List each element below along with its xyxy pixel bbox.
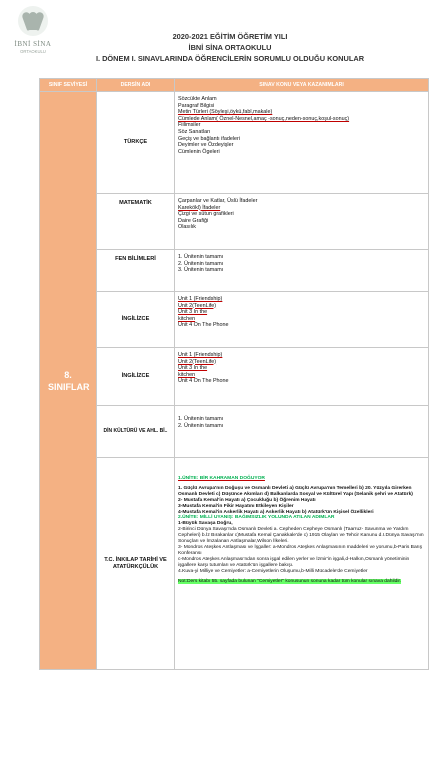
unit-heading: 2.ÜNİTE: MİLLİ UYANIŞ: BAĞIMSIZLIK YOLUNDA ATILAN ADIMLAR bbox=[178, 515, 335, 521]
subject-cell: T.C. İNKILAP TARİHİ VE ATATÜRKÇÜLÜK bbox=[97, 458, 175, 670]
topic-item: Unit 3 In the bbox=[178, 365, 208, 372]
header-subject: DERSİN ADI bbox=[97, 79, 175, 92]
topic-item: 1. Ünitenin tamamı bbox=[178, 254, 224, 260]
topics-cell bbox=[175, 292, 429, 348]
logo-subtext: ORTAOKULU bbox=[20, 49, 46, 54]
topic-item: Deyimler ve Özdeyişler bbox=[178, 142, 234, 149]
topic-item: Karekökl) İfadeler bbox=[178, 204, 221, 211]
topic-item: Paragraf Bilgisi bbox=[178, 102, 215, 109]
topic-item: Unit 4 On The Phone bbox=[178, 378, 229, 385]
topic-item: 2. Ünitenin tamamı bbox=[178, 260, 224, 267]
grade-label: 8. SINIFLAR bbox=[48, 369, 90, 392]
table-header-row bbox=[40, 79, 429, 92]
topic-item: Metin Türleri (Söyleşi,öykü,fabl,makale) bbox=[178, 109, 273, 116]
topic-item: Daire Grafiği bbox=[178, 217, 209, 224]
table-row bbox=[40, 92, 429, 194]
subject-cell: TÜRKÇE bbox=[97, 92, 175, 194]
topic-item: Olasılık bbox=[178, 224, 196, 231]
topic-item: 1-Büyük Savaşa Doğru, bbox=[178, 521, 233, 527]
table-row bbox=[40, 250, 429, 292]
topic-item: 3-Mustafa Kemal'in Fikir Hayatını Etkileyen Kişiler bbox=[178, 503, 294, 509]
subject-cell: FEN BİLİMLERİ bbox=[97, 250, 175, 292]
table-row bbox=[40, 292, 429, 348]
topic-item: 1. Güçlü Avrupa'nın Doğuşu ve Osmanlı Devleti a) Güçlü Avrupa'nın Temelleri b) 20. Yüzyıla Girerken Osmanlı Devleti c) Düşünce Akımları d) Balkanlarda Sosyal ve Kültürel Yapı (Selanik şehri ve Atatürk) bbox=[178, 485, 413, 497]
header-grade-level: SINIF SEVİYESİ bbox=[40, 79, 97, 92]
page-title-year: 2020-2021 EĞİTİM ÖĞRETİM YILI bbox=[172, 32, 288, 41]
topic-item: Unit 1 (Friendship) bbox=[178, 352, 223, 358]
topic-item: c-Mondros Ateşkes Anlaşması'ndan sonra işgal edilen yerler ve İzmir'in işgali,d-Halkın,Osmanlı yönetiminin işgallere karşı tutumları ve Atatürk'ün işgallere bakışı. bbox=[178, 556, 410, 568]
topic-item: Fiilimsiler bbox=[178, 122, 201, 129]
topic-item: 1. Ünitenin tamamı bbox=[178, 416, 224, 422]
subject-cell: İNGİLİZCE bbox=[97, 292, 175, 348]
topic-item: Unit 2(TeenLife) bbox=[178, 302, 217, 309]
topic-item: 4.Kuva-yi Milliye ve Cemiyetler: a-Cemiyetlerin Oluşumu,b-Milli Mücadele'de Cemiyetler bbox=[178, 568, 368, 574]
page-title-topic: I. DÖNEM I. SINAVLARINDA ÖĞRENCİLERİN SORUMLU OLDUĞU KONULAR bbox=[95, 54, 365, 63]
topic-item: Unit 3 In the bbox=[178, 309, 208, 316]
topic-item: kitchen bbox=[178, 315, 196, 322]
topic-item: Geçiş ve bağlantı ifadeleri bbox=[178, 135, 241, 142]
topic-item: Sözcükte Anlam bbox=[178, 96, 217, 102]
table-row bbox=[40, 194, 429, 250]
topics-cell bbox=[175, 406, 429, 458]
table-row bbox=[40, 348, 429, 406]
topic-item: 4-Mustafa Kemal'in Askerlik Hayatı a) Askerlik Hayatı b) Atatürk'ün Kişisel Özellikleri bbox=[178, 509, 374, 515]
school-logo bbox=[10, 6, 56, 58]
subject-cell: DİN KÜLTÜRÜ VE AHL. Bİ.. bbox=[97, 406, 175, 458]
topic-item: 2- Mustafa Kemal'in Hayatı a) Çocukluğu b) Öğrenim Hayatı bbox=[178, 497, 316, 503]
topic-item: Unit 1 (Friendship) bbox=[178, 296, 223, 302]
topic-item: Unit 2(TeenLife) bbox=[178, 358, 217, 365]
topic-item: Unit 4 On The Phone bbox=[178, 322, 229, 329]
table-row bbox=[40, 406, 429, 458]
topic-item: Söz Sanatları bbox=[178, 128, 211, 135]
header-topics: SINAV KONU VEYA KAZANIMLARI bbox=[175, 79, 429, 92]
topic-item: 2. Ünitenin tamamı bbox=[178, 422, 224, 429]
topic-item: 2-Birinci Dünya Savaşı'nda Osmanlı Devleti a. Cepheden Cepheye Osmanlı (Taarruz- Savunma ve Yardım Cepheleri) b.İz Bırakanlar c)Mustafa Kemal Çanakkale'de c) 1915 Olayları ve Tehcir Kanunu d.I.Dünya Savaşı'nın Sonuçları ve İmzalanan Antlaşmalar,Wilson İlkeleri. bbox=[178, 527, 424, 545]
unit-heading: 1.ÜNİTE: BİR KAHRAMAN DOĞUYOR bbox=[178, 476, 265, 481]
topic-item: 3- Mondros Ateşkes Antlaşması ve İşgaller: a-Mondros Ateşkes Anlaşmasının maddeleri ve yorumu,b-Paris Barış Konferansı bbox=[178, 544, 423, 556]
topic-item: 3. Ünitenin tamamı bbox=[178, 267, 224, 274]
grade-cell bbox=[40, 92, 97, 670]
topics-cell bbox=[175, 348, 429, 406]
subject-cell: MATEMATİK bbox=[97, 194, 175, 250]
exam-topics-table bbox=[39, 78, 429, 670]
topic-item: Cümlenin Ögeleri bbox=[178, 148, 220, 155]
exam-note: Not:Ders kitabı 55. sayfada bulunan "Cemiyetler" konusunun sonuna kadar tüm konular sınava dahildir. bbox=[178, 578, 402, 584]
topics-cell bbox=[175, 458, 429, 670]
topic-item: Cümlede Anlam( Öznel-Nesnel,amaç -sonuç,neden-sonuç,koşul-sonuç) bbox=[178, 115, 350, 122]
page-title-school: İBNİ SİNA ORTAOKULU bbox=[188, 43, 272, 52]
topic-item: Çarpanlar ve Katlar, Üslü İfadeler bbox=[178, 198, 258, 204]
logo-text: İBNİ SİNA bbox=[14, 40, 52, 48]
topics-cell bbox=[175, 194, 429, 250]
topic-item: kitchen bbox=[178, 371, 196, 378]
table-row bbox=[40, 458, 429, 670]
topics-cell bbox=[175, 250, 429, 292]
topics-cell bbox=[175, 92, 429, 194]
subject-cell: İNGİLİZCE bbox=[97, 348, 175, 406]
topic-item: Çizgi ve sütun grafikleri bbox=[178, 211, 234, 218]
